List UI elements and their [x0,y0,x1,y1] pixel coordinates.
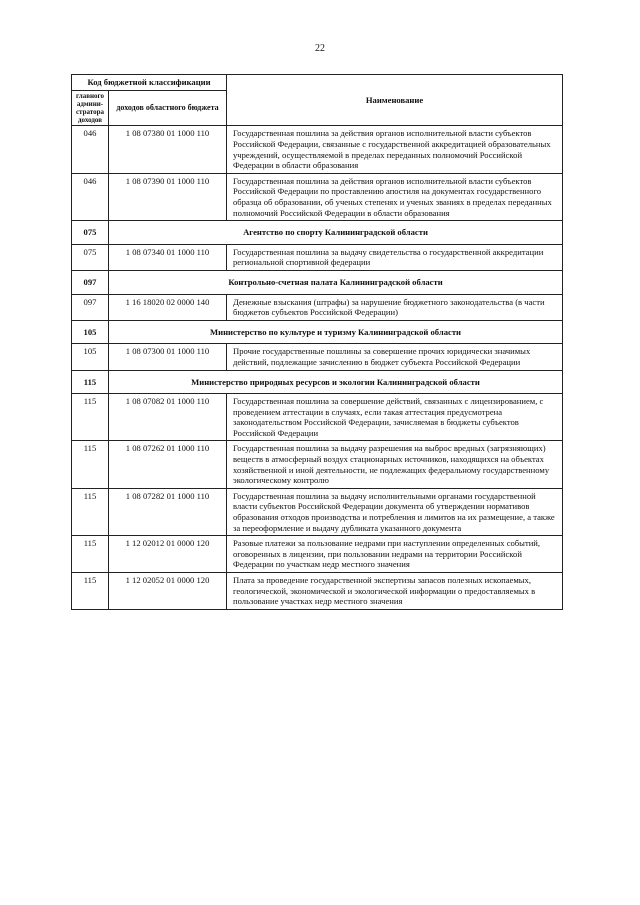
income-code: 1 08 07380 01 1000 110 [109,126,227,173]
header-admin: главного админи-стратора доходов [72,90,109,126]
item-name: Государственная пошлина за совершение действий, связанных с лицензированием, с проведением аттестации в случаях, если такая аттестация предусмотрена законодательством Российской Федерации, зачисляемая в бюджеты субъектов Российской Федерации [227,394,563,441]
department-name: Министерство по культуре и туризму Калининградской области [109,320,563,344]
admin-code: 105 [72,344,109,370]
table-row [72,488,563,535]
income-code: 1 12 02052 01 0000 120 [109,573,227,610]
header-name: Наименование [227,75,563,126]
department-row [72,270,563,294]
income-code: 1 08 07300 01 1000 110 [109,344,227,370]
admin-code: 115 [72,488,109,535]
income-code: 1 08 07082 01 1000 110 [109,394,227,441]
admin-code: 075 [72,221,109,245]
department-row [72,221,563,245]
income-code: 1 08 07390 01 1000 110 [109,173,227,220]
item-name: Разовые платежи за пользование недрами при наступлении определенных событий, оговоренных в лицензии, при пользовании недрами на территории Российской Федерации по участкам недр местного значения [227,536,563,573]
income-code: 1 16 18020 02 0000 140 [109,294,227,320]
table-row [72,244,563,270]
admin-code: 097 [72,294,109,320]
table-row [72,173,563,220]
item-name: Государственная пошлина за действия органов исполнительной власти субъектов Российской Федерации, связанные с государственной аккредитацией образовательных учреждений, осуществляемой в пределах переданных полномочий Российской Федерации в области образования [227,126,563,173]
page-number: 22 [315,43,325,54]
item-name: Государственная пошлина за выдачу разрешения на выброс вредных (загрязняющих) веществ в атмосферный воздух стационарных источников, находящихся на объектах хозяйственной и иной деятельности, не подлежащих федеральному государственному экологическому контролю [227,441,563,488]
admin-code: 046 [72,173,109,220]
income-code: 1 12 02012 01 0000 120 [109,536,227,573]
admin-code: 105 [72,320,109,344]
header-income: доходов областного бюджета [109,90,227,126]
item-name: Государственная пошлина за действия органов исполнительной власти субъектов Российской Федерации по проставлению апостиля на документах государственного образца об образовании, об ученых степенях и ученых званиях в пределах переданных полномочий Российской Федерации в области образования [227,173,563,220]
department-row [72,370,563,394]
admin-code: 075 [72,244,109,270]
item-name: Государственная пошлина за выдачу свидетельства о государственной аккредитации региональной спортивной федерации [227,244,563,270]
header-group-code: Код бюджетной классификации [72,75,227,91]
table-body [72,126,563,609]
item-name: Прочие государственные пошлины за совершение прочих юридически значимых действий, подлежащие зачислению в бюджет субъекта Российской Федерации [227,344,563,370]
table-row [72,536,563,573]
admin-code: 115 [72,441,109,488]
table-row [72,573,563,610]
income-code: 1 08 07340 01 1000 110 [109,244,227,270]
item-name: Государственная пошлина за выдачу исполнительными органами государственной власти субъектов Российской Федерации документа об утверждении нормативов образования отходов производства и потребления и лимитов на их размещение, а также за переоформление и выдачу дубликата указанного документа [227,488,563,535]
table-row [72,394,563,441]
admin-code: 115 [72,370,109,394]
admin-code: 115 [72,573,109,610]
income-code: 1 08 07262 01 1000 110 [109,441,227,488]
table-row [72,441,563,488]
admin-code: 115 [72,536,109,573]
item-name: Плата за проведение государственной экспертизы запасов полезных ископаемых, геологической, экономической и экологической информации о предоставляемых в пользование участках недр местного значения [227,573,563,610]
admin-code: 115 [72,394,109,441]
department-row [72,320,563,344]
table-header [72,75,563,126]
department-name: Контрольно-счетная палата Калининградской области [109,270,563,294]
income-code: 1 08 07282 01 1000 110 [109,488,227,535]
department-name: Министерство природных ресурсов и экологии Калининградской области [109,370,563,394]
table-row [72,344,563,370]
table-row [72,126,563,173]
admin-code: 097 [72,270,109,294]
admin-code: 046 [72,126,109,173]
table-row [72,294,563,320]
budget-classification-table [71,74,563,610]
item-name: Денежные взыскания (штрафы) за нарушение бюджетного законодательства (в части бюджетов субъектов Российской Федерации) [227,294,563,320]
department-name: Агентство по спорту Калининградской области [109,221,563,245]
